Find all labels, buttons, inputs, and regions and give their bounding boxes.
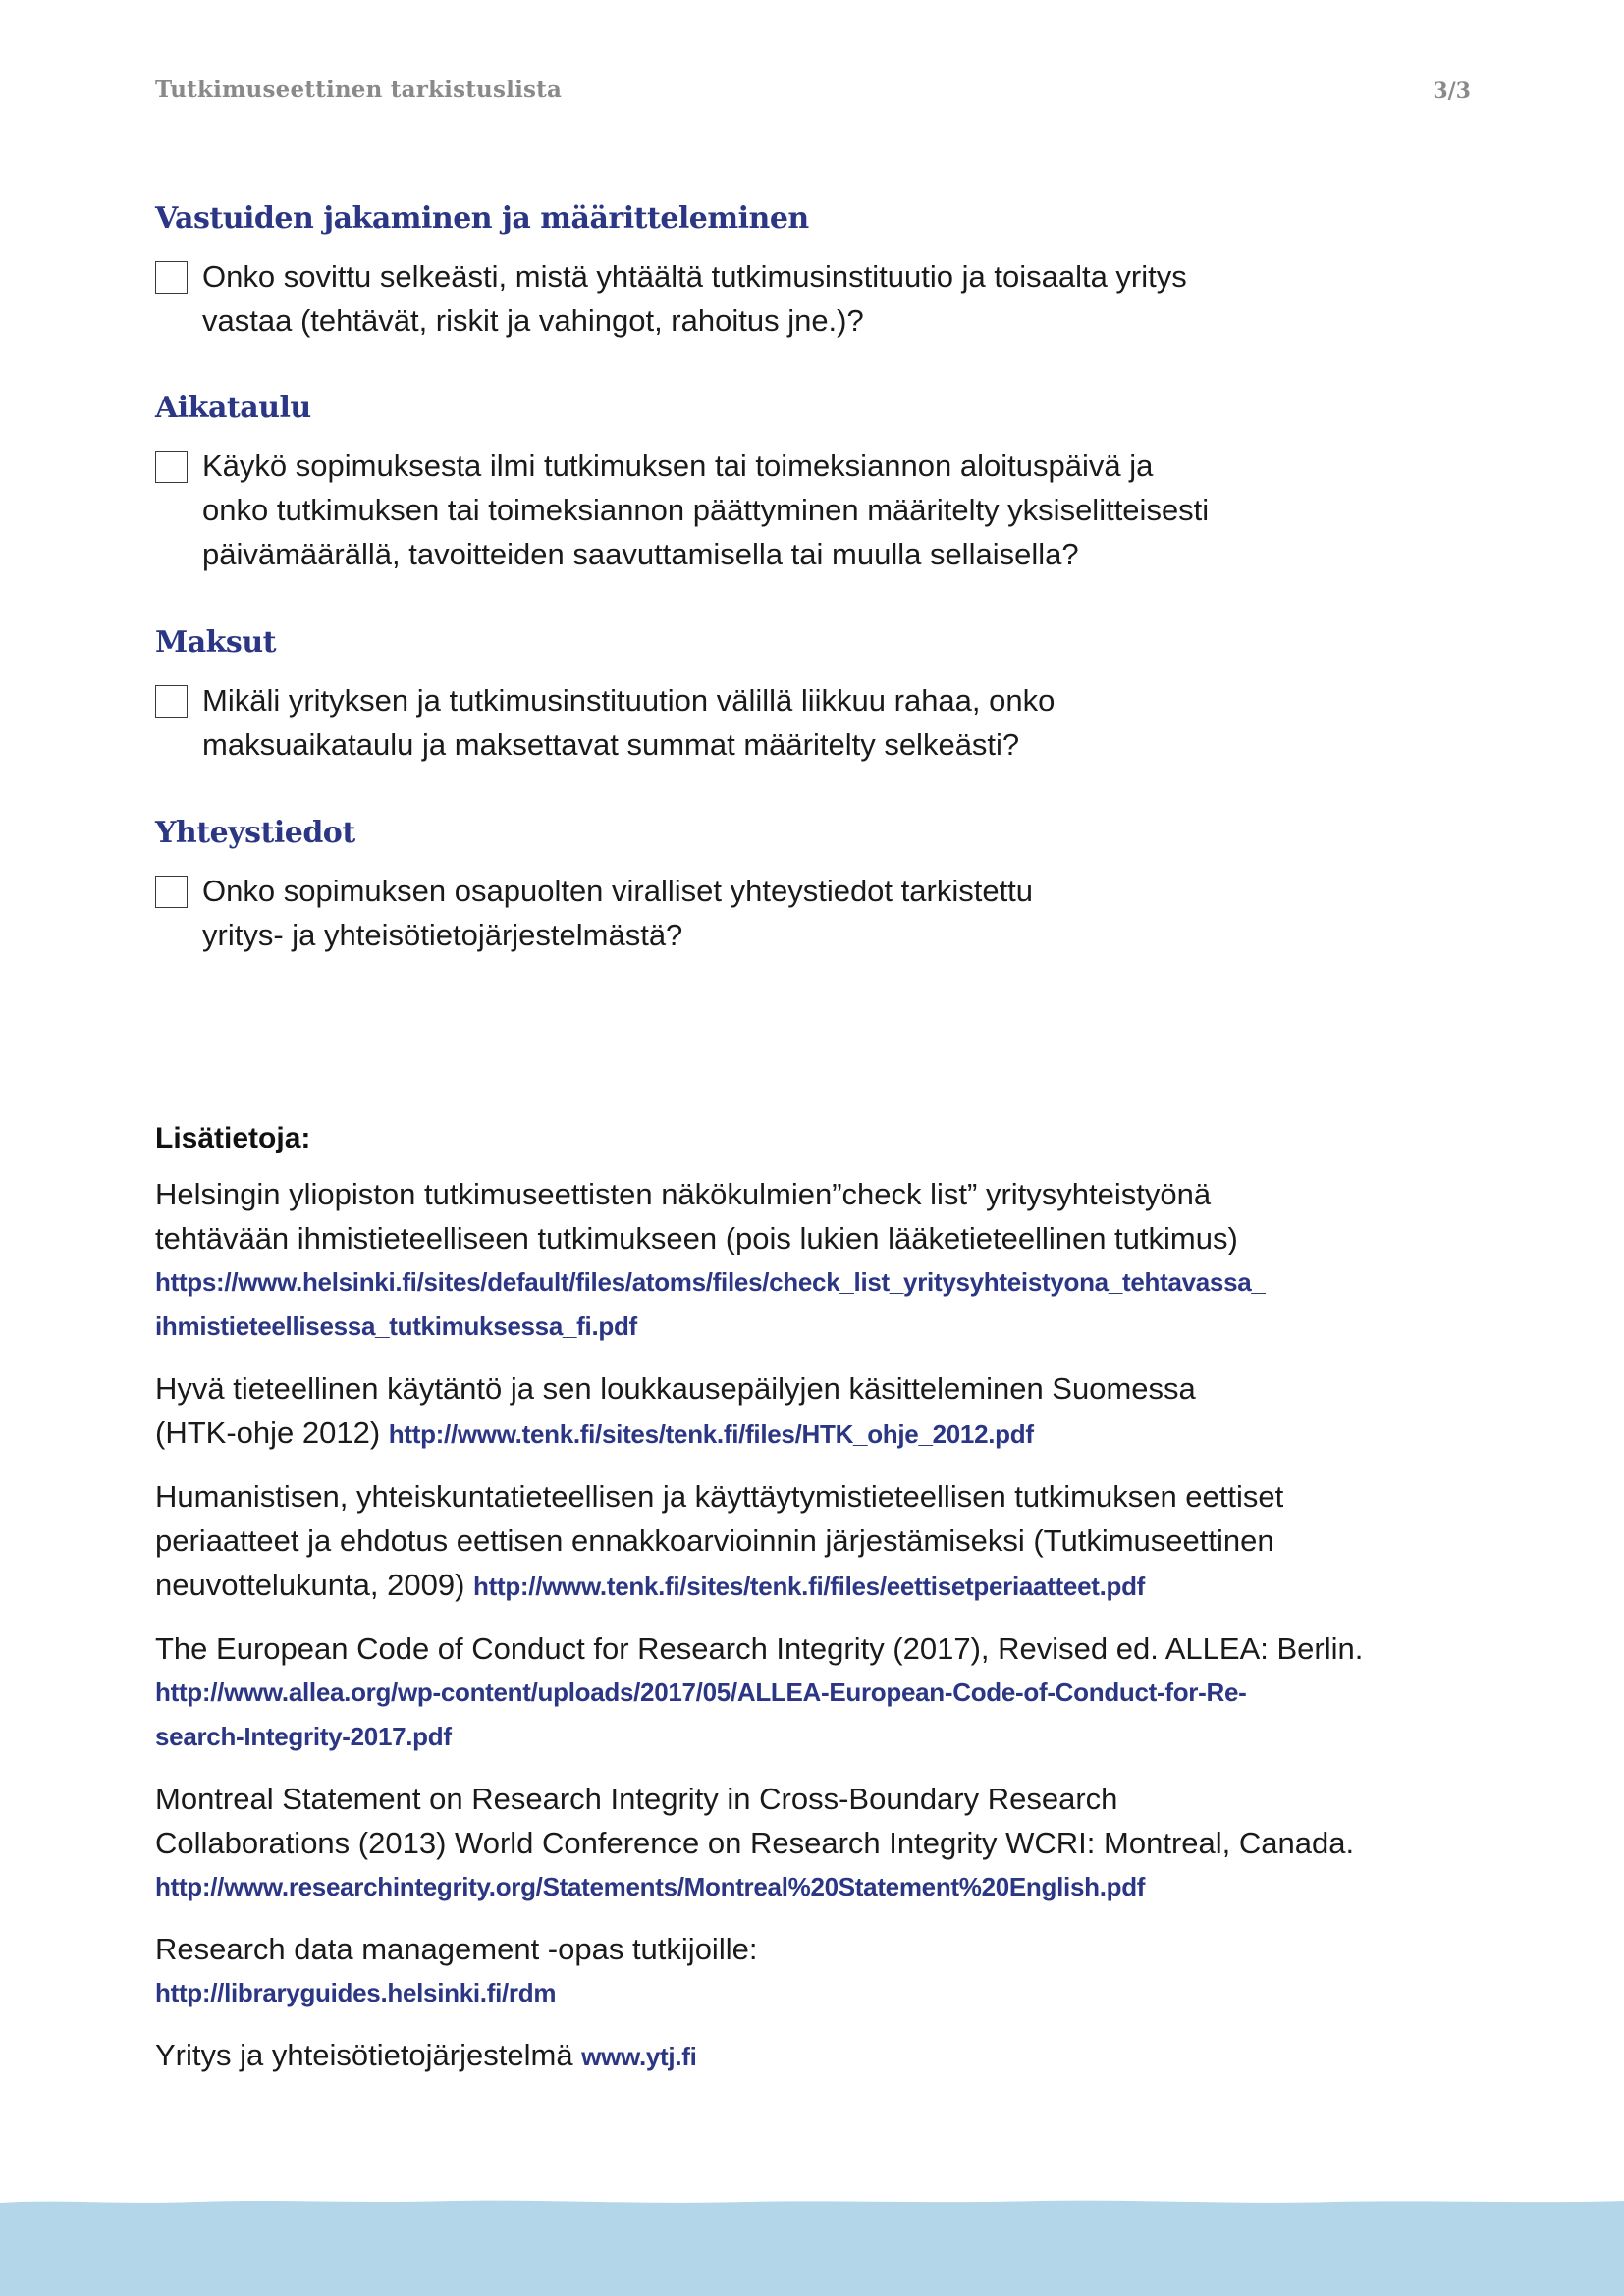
text-line: Käykö sopimuksesta ilmi tutkimuksen tai toimeksiannon aloituspäivä ja xyxy=(202,449,1154,483)
reference-text: Hyvä tieteellinen käytäntö ja sen loukkausepäilyjen käsitteleminen Suomessa xyxy=(155,1371,1196,1406)
checklist-item-text xyxy=(202,254,1333,343)
reference-text: neuvottelukunta, 2009) xyxy=(155,1568,474,1602)
section-heading: Maksut xyxy=(155,625,276,660)
reference-link[interactable]: search-Integrity-2017.pdf xyxy=(155,1722,452,1751)
text-line: onko tutkimuksen tai toimeksiannon päättyminen määritelty yksiselitteisesti xyxy=(202,493,1210,527)
text-line: päivämäärällä, tavoitteiden saavuttamisella tai muulla sellaisella? xyxy=(202,537,1079,571)
checklist-item-text xyxy=(202,678,1333,767)
checkbox[interactable] xyxy=(155,451,188,483)
section-payments xyxy=(155,625,1333,767)
section-schedule xyxy=(155,391,1333,576)
document-title: Tutkimuseettinen tarkistuslista xyxy=(155,77,563,103)
checkbox[interactable] xyxy=(155,685,188,718)
text-line: Onko sopimuksen osapuolten viralliset yhteystiedot tarkistettu xyxy=(202,874,1034,908)
reference-text: Yritys ja yhteisötietojärjestelmä xyxy=(155,2038,582,2072)
reference-link[interactable]: http://www.tenk.fi/sites/tenk.fi/files/eettisetperiaatteet.pdf xyxy=(473,1572,1146,1601)
reference-text-line xyxy=(155,1563,1432,1609)
section-heading: Yhteystiedot xyxy=(155,816,355,850)
section-heading: Aikataulu xyxy=(155,391,311,425)
reference-item xyxy=(155,1366,1432,1457)
checklist-item xyxy=(155,254,1333,343)
footer-decorative-band xyxy=(0,2199,1624,2296)
reference-text-line xyxy=(155,1411,1432,1457)
section-heading: Vastuiden jakaminen ja määritteleminen xyxy=(155,201,809,236)
reference-text: periaatteet ja ehdotus eettisen ennakkoarvioinnin järjestämiseksi (Tutkimuseettinen xyxy=(155,1523,1274,1558)
checklist-item xyxy=(155,869,1333,957)
footer-band-shape xyxy=(0,2201,1624,2296)
reference-item xyxy=(155,2033,1432,2079)
reference-text: The European Code of Conduct for Research Integrity (2017), Revised ed. ALLEA: Berlin. xyxy=(155,1631,1364,1666)
reference-link[interactable]: http://www.researchintegrity.org/Statements/Montreal%20Statement%20English.pdf xyxy=(155,1872,1146,1901)
reference-item xyxy=(155,1474,1432,1609)
section-responsibilities xyxy=(155,201,1333,343)
reference-text: Research data management -opas tutkijoille: xyxy=(155,1932,758,1966)
page-number: 3/3 xyxy=(1433,79,1471,104)
reference-link[interactable]: http://www.allea.org/wp-content/uploads/2017/05/ALLEA-European-Code-of-Conduct-for-Re- xyxy=(155,1678,1247,1707)
checklist-item xyxy=(155,678,1333,767)
text-line: yritys- ja yhteisötietojärjestelmästä? xyxy=(202,918,683,952)
reference-item xyxy=(155,1927,1432,2015)
reference-link[interactable]: ihmistieteellisessa_tutkimuksessa_fi.pdf xyxy=(155,1311,637,1341)
checklist-item-text xyxy=(202,869,1333,957)
further-info xyxy=(155,1119,1432,2097)
text-line: Onko sovittu selkeästi, mistä yhtäältä tutkimusinstituutio ja toisaalta yritys xyxy=(202,259,1187,294)
page-header xyxy=(155,77,1471,112)
reference-item xyxy=(155,1627,1432,1759)
reference-text: Helsingin yliopiston tutkimuseettisten näkökulmien”check list” yritysyhteistyönä xyxy=(155,1177,1212,1211)
reference-text: (HTK-ohje 2012) xyxy=(155,1415,389,1450)
reference-text: Collaborations (2013) World Conference on Research Integrity WCRI: Montreal, Canada. xyxy=(155,1826,1355,1860)
reference-text: tehtävään ihmistieteelliseen tutkimukseen (pois lukien lääketieteellinen tutkimus) xyxy=(155,1221,1238,1255)
reference-link[interactable]: www.ytj.fi xyxy=(581,2042,697,2071)
checkbox[interactable] xyxy=(155,876,188,908)
checklist-item-text xyxy=(202,444,1333,576)
section-contact-info xyxy=(155,816,1333,957)
reference-link[interactable]: http://www.tenk.fi/sites/tenk.fi/files/HTK_ohje_2012.pdf xyxy=(388,1419,1034,1449)
reference-text-line xyxy=(155,2033,1432,2079)
reference-item xyxy=(155,1172,1432,1349)
reference-link[interactable]: http://libraryguides.helsinki.fi/rdm xyxy=(155,1978,557,2007)
reference-link[interactable]: https://www.helsinki.fi/sites/default/files/atoms/files/check_list_yritysyhteistyona_tehtavassa_ xyxy=(155,1267,1266,1297)
checkbox[interactable] xyxy=(155,261,188,294)
reference-text: Montreal Statement on Research Integrity in Cross-Boundary Research xyxy=(155,1782,1118,1816)
reference-item xyxy=(155,1777,1432,1909)
checklist-item xyxy=(155,444,1333,576)
text-line: maksuaikataulu ja maksettavat summat määritelty selkeästi? xyxy=(202,727,1020,762)
reference-text: Humanistisen, yhteiskuntatieteellisen ja käyttäytymistieteellisen tutkimuksen eettiset xyxy=(155,1479,1284,1514)
text-line: Mikäli yrityksen ja tutkimusinstituution välillä liikkuu rahaa, onko xyxy=(202,683,1056,718)
text-line: vastaa (tehtävät, riskit ja vahingot, rahoitus jne.)? xyxy=(202,303,864,338)
further-info-heading: Lisätietoja: xyxy=(155,1122,311,1154)
